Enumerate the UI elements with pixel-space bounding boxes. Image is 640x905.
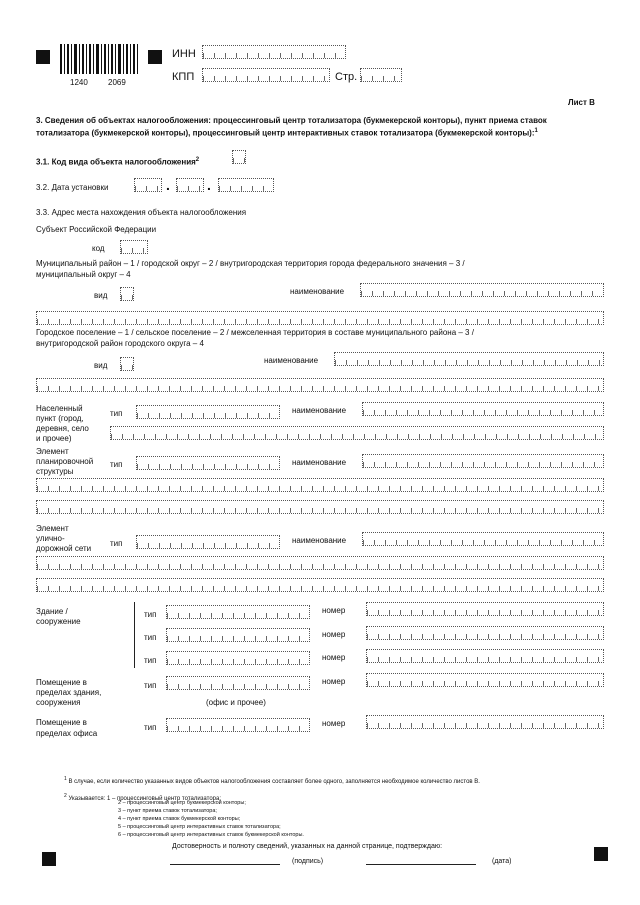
locality-name-label: наименование (292, 406, 347, 415)
locality-name-field-1[interactable] (362, 402, 604, 416)
subject-label: Субъект Российской Федерации (36, 225, 157, 234)
premise-number-field[interactable] (366, 673, 604, 687)
street-label-l2: улично- (36, 534, 65, 543)
building-number-label-3: номер (322, 653, 346, 662)
building-number-field-2[interactable] (366, 626, 604, 640)
install-date-year[interactable] (218, 178, 274, 192)
office-label-l1: Помещение в (36, 718, 87, 727)
building-number-field-1[interactable] (366, 602, 604, 616)
municipal-text-line2: муниципальный округ – 4 (36, 270, 131, 279)
building-type-field-1[interactable] (166, 605, 310, 619)
premise-label-l3: сооружения (36, 698, 81, 707)
section-heading-line1: 3. Сведения об объектах налогообложения: процессинговый центр тотализатора (букмекерской конторы), пункт приема ставок (36, 116, 547, 125)
building-number-label-1: номер (322, 606, 346, 615)
planning-label-l2: планировочной (36, 457, 94, 466)
locality-type-field[interactable] (136, 405, 280, 419)
municipal-text-line1: Муниципальный район – 1 / городской округ – 2 / внутригородская территория города федерального значения – 3 / (36, 259, 465, 268)
date-separator: . (166, 177, 170, 193)
premise-number-label: номер (322, 677, 346, 686)
building-type-label-3: тип (144, 656, 157, 665)
locality-type-label: тип (110, 409, 123, 418)
date-separator: . (207, 177, 211, 193)
signature-line[interactable] (170, 864, 280, 865)
building-type-field-3[interactable] (166, 651, 310, 665)
locality-label-l2: пункт (город, (36, 414, 84, 423)
street-name-label: наименование (292, 536, 347, 545)
office-label-l2: пределах офиса (36, 729, 98, 738)
install-date-month[interactable] (176, 178, 204, 192)
subject-code-field[interactable] (120, 240, 148, 254)
corner-marker-top-mid (148, 50, 162, 64)
building-label-l2: сооружение (36, 617, 81, 626)
planning-name-field-2[interactable] (36, 478, 604, 492)
building-type-label-1: тип (144, 610, 157, 619)
footnote-2-line1: $^2$ Указывается: 1 – процессинговый центр тотализатора; (64, 793, 221, 802)
kpp-field[interactable] (202, 68, 330, 82)
municipal-kind-label: вид (94, 291, 108, 300)
footnote-1: $^1$ В случае, если количество указанных видов объектов налогообложения составляет более одного, заполняется необходимое количество листов В. (64, 776, 480, 785)
footnote-2-line6: 6 – процессинговый центр интерактивных ставок букмекерской конторы. (118, 832, 304, 838)
municipal-name-field-2[interactable] (36, 311, 604, 325)
office-number-field[interactable] (366, 715, 604, 729)
corner-marker-bottom-left (42, 852, 56, 866)
signature-label: (подпись) (292, 858, 324, 865)
barcode (60, 44, 138, 76)
locality-label-l1: Населенный (36, 404, 83, 413)
office-type-label: тип (144, 723, 157, 732)
footnote-2-line3: 3 – пункт приема ставок тотализатора; (118, 808, 217, 814)
building-type-label-2: тип (144, 633, 157, 642)
building-number-field-3[interactable] (366, 649, 604, 663)
inn-label: ИНН (172, 48, 196, 60)
settlement-text-line2: внутригородской район городского округа – 4 (36, 339, 204, 348)
kpp-label: КПП (172, 71, 195, 83)
premise-label-l1: Помещение в (36, 678, 87, 687)
page-label: Стр. (335, 71, 358, 83)
office-type-field[interactable] (166, 718, 310, 732)
building-label-l1: Здание / (36, 607, 68, 616)
barcode-number-left: 1240 (70, 78, 88, 87)
date-line[interactable] (366, 864, 476, 865)
settlement-name-field-1[interactable] (334, 352, 604, 366)
street-name-field-3[interactable] (36, 578, 604, 592)
inn-field[interactable] (202, 45, 346, 59)
locality-name-field-2[interactable] (110, 426, 604, 440)
premise-type-field[interactable] (166, 676, 310, 690)
date-label: (дата) (492, 858, 512, 865)
subject-code-label: код (92, 244, 105, 253)
signature-statement: Достоверность и полноту сведений, указанных на данной странице, подтверждаю: (172, 843, 443, 850)
municipal-name-field-1[interactable] (360, 283, 604, 297)
footnote-2-line4: 4 – пункт приема ставок букмекерской конторы; (118, 816, 241, 822)
planning-name-label: наименование (292, 458, 347, 467)
locality-label-l3: деревня, село (36, 424, 89, 433)
street-name-field-1[interactable] (362, 532, 604, 546)
install-date-day[interactable] (134, 178, 162, 192)
premise-type-label: тип (144, 681, 157, 690)
planning-name-field-3[interactable] (36, 500, 604, 514)
building-bracket (134, 602, 135, 668)
planning-label-l1: Элемент (36, 447, 69, 456)
street-type-field[interactable] (136, 535, 280, 549)
corner-marker-top-left (36, 50, 50, 64)
barcode-number-right: 2069 (108, 78, 126, 87)
section-heading-line2: тотализатора (букмекерской конторы), процессинговый центр интерактивных ставок тотализатора (букмекерской конторы):$^1$ (36, 128, 538, 138)
building-number-label-2: номер (322, 630, 346, 639)
settlement-text-line1: Городское поселение – 1 / сельское поселение – 2 / межселенная территория в составе муниципального района – 3 / (36, 328, 474, 337)
municipal-name-label: наименование (290, 287, 345, 296)
street-label-l3: дорожной сети (36, 544, 92, 553)
footnote-2-line5: 5 – процессинговый центр интерактивных ставок тотализатора; (118, 824, 281, 830)
object-code-field[interactable] (232, 150, 246, 164)
street-name-field-2[interactable] (36, 556, 604, 570)
object-code-label: 3.1. Код вида объекта налогообложения$^2$ (36, 157, 200, 167)
settlement-kind-label: вид (94, 361, 108, 370)
footnote-2-line2: 2 – процессинговый центр букмекерской конторы; (118, 800, 246, 806)
settlement-kind-field[interactable] (120, 357, 134, 371)
office-number-label: номер (322, 719, 346, 728)
settlement-name-label: наименование (264, 356, 319, 365)
address-label: 3.3. Адрес места нахождения объекта налогообложения (36, 208, 247, 217)
planning-label-l3: структуры (36, 467, 74, 476)
premise-label-l2: пределах здания, (36, 688, 102, 697)
sheet-title: Лист В (568, 98, 595, 107)
planning-type-field[interactable] (136, 456, 280, 470)
settlement-name-field-2[interactable] (36, 378, 604, 392)
install-date-label: 3.2. Дата установки (36, 183, 109, 192)
municipal-kind-field[interactable] (120, 287, 134, 301)
street-type-label: тип (110, 539, 123, 548)
corner-marker-bottom-right (594, 847, 608, 861)
street-label-l1: Элемент (36, 524, 69, 533)
planning-name-field-1[interactable] (362, 454, 604, 468)
building-type-field-2[interactable] (166, 628, 310, 642)
page-field[interactable] (360, 68, 402, 82)
premise-note: (офис и прочее) (206, 698, 266, 707)
locality-label-l4: и прочее) (36, 434, 72, 443)
planning-type-label: тип (110, 460, 123, 469)
